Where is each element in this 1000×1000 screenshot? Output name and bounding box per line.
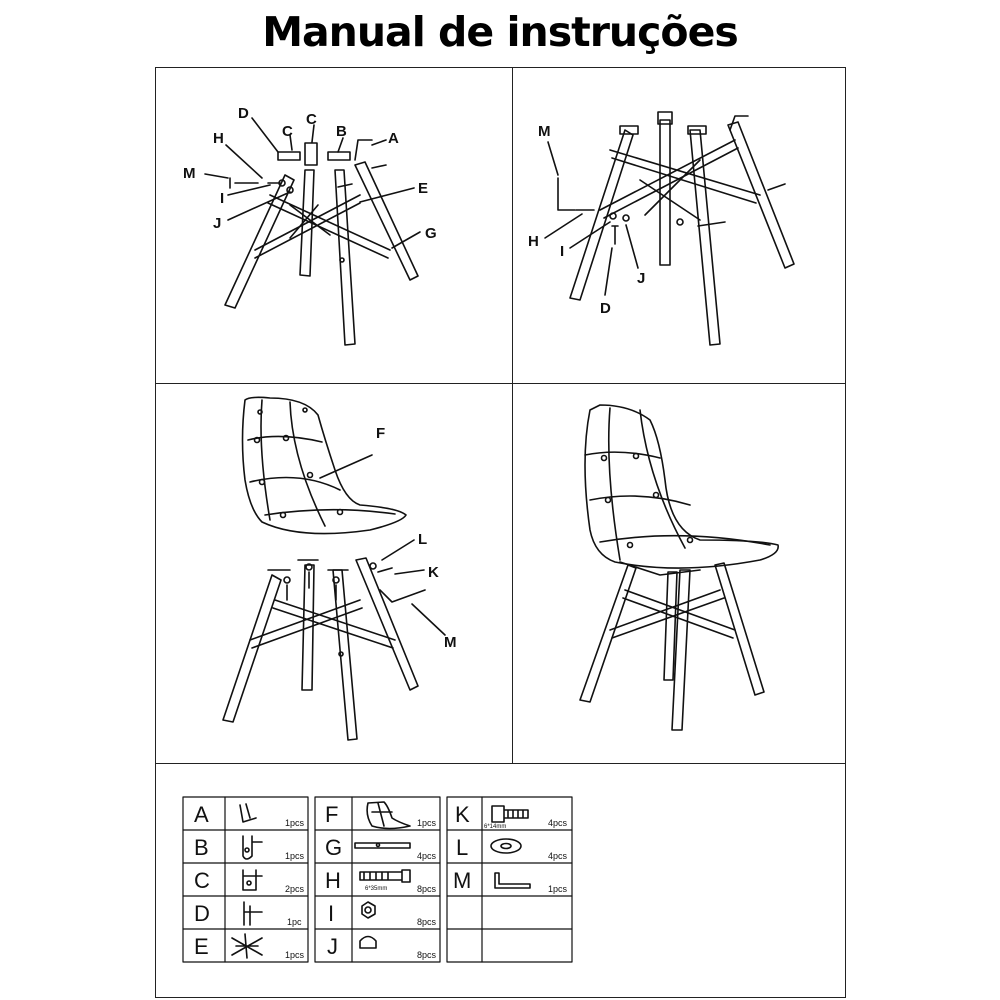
part-letter: B bbox=[194, 835, 209, 860]
label-e: E bbox=[418, 180, 429, 197]
bracket-b-icon bbox=[243, 836, 262, 859]
cap-nut-icon bbox=[360, 937, 376, 949]
label-j: J bbox=[213, 215, 222, 232]
part-letter: G bbox=[325, 835, 343, 860]
part-letter: I bbox=[328, 901, 335, 926]
step2-base-illustration bbox=[545, 112, 794, 345]
label-d: D bbox=[600, 300, 611, 317]
part-qty: 1pcs bbox=[285, 818, 305, 828]
part-letter: A bbox=[194, 802, 209, 827]
label-m: M bbox=[538, 123, 551, 140]
label-j: J bbox=[637, 270, 646, 287]
label-f: F bbox=[376, 425, 386, 442]
part-letter: F bbox=[325, 802, 339, 827]
bracket-d-icon bbox=[244, 902, 262, 925]
label-c: C bbox=[282, 123, 293, 140]
bracket-a-icon bbox=[240, 804, 256, 822]
label-m: M bbox=[444, 634, 457, 651]
label-c: C bbox=[306, 111, 317, 128]
part-qty: 1pc bbox=[287, 917, 302, 927]
part-letter: H bbox=[325, 868, 341, 893]
label-i: I bbox=[220, 190, 225, 207]
label-h: H bbox=[528, 233, 539, 250]
label-d: D bbox=[238, 105, 249, 122]
part-letter: K bbox=[455, 802, 470, 827]
label-m: M bbox=[183, 165, 196, 182]
part-qty: 2pcs bbox=[285, 884, 305, 894]
part-qty: 4pcs bbox=[548, 851, 568, 861]
label-l: L bbox=[418, 531, 428, 548]
label-b: B bbox=[336, 123, 347, 140]
part-qty: 1pcs bbox=[285, 950, 305, 960]
step1-base-illustration bbox=[205, 118, 420, 345]
step3-exploded-illustration bbox=[223, 397, 445, 740]
bracket-c-icon bbox=[243, 870, 262, 890]
leg-icon bbox=[355, 843, 410, 848]
label-k: K bbox=[428, 564, 439, 581]
part-qty: 1pcs bbox=[285, 851, 305, 861]
cross-brace-icon bbox=[232, 934, 262, 958]
part-qty: 1pcs bbox=[417, 818, 437, 828]
nut-icon bbox=[362, 902, 375, 918]
part-letter: L bbox=[456, 835, 469, 860]
part-qty: 1pcs bbox=[548, 884, 568, 894]
label-g: G bbox=[425, 225, 437, 242]
label-i: I bbox=[560, 243, 565, 260]
part-letter: D bbox=[194, 901, 210, 926]
step3-labels bbox=[376, 425, 457, 651]
part-note: 6*14mm bbox=[484, 824, 507, 830]
allen-key-icon bbox=[495, 873, 530, 888]
step4-assembled-chair bbox=[580, 405, 778, 730]
part-qty: 8pcs bbox=[417, 884, 437, 894]
screw-icon bbox=[492, 806, 528, 822]
part-letter: C bbox=[194, 868, 210, 893]
part-note: 6*35mm bbox=[365, 886, 388, 892]
washer-icon bbox=[491, 839, 521, 853]
part-qty: 4pcs bbox=[548, 818, 568, 828]
page-title: Manual de instruções bbox=[262, 8, 738, 56]
part-qty: 8pcs bbox=[417, 917, 437, 927]
label-h: H bbox=[213, 130, 224, 147]
label-a: A bbox=[388, 130, 399, 147]
part-qty: 4pcs bbox=[417, 851, 437, 861]
bolt-icon bbox=[360, 870, 410, 882]
seat-icon bbox=[367, 802, 410, 829]
part-letter: M bbox=[453, 868, 472, 893]
part-letter: J bbox=[327, 934, 338, 959]
part-qty: 8pcs bbox=[417, 950, 437, 960]
part-letter: E bbox=[194, 934, 209, 959]
